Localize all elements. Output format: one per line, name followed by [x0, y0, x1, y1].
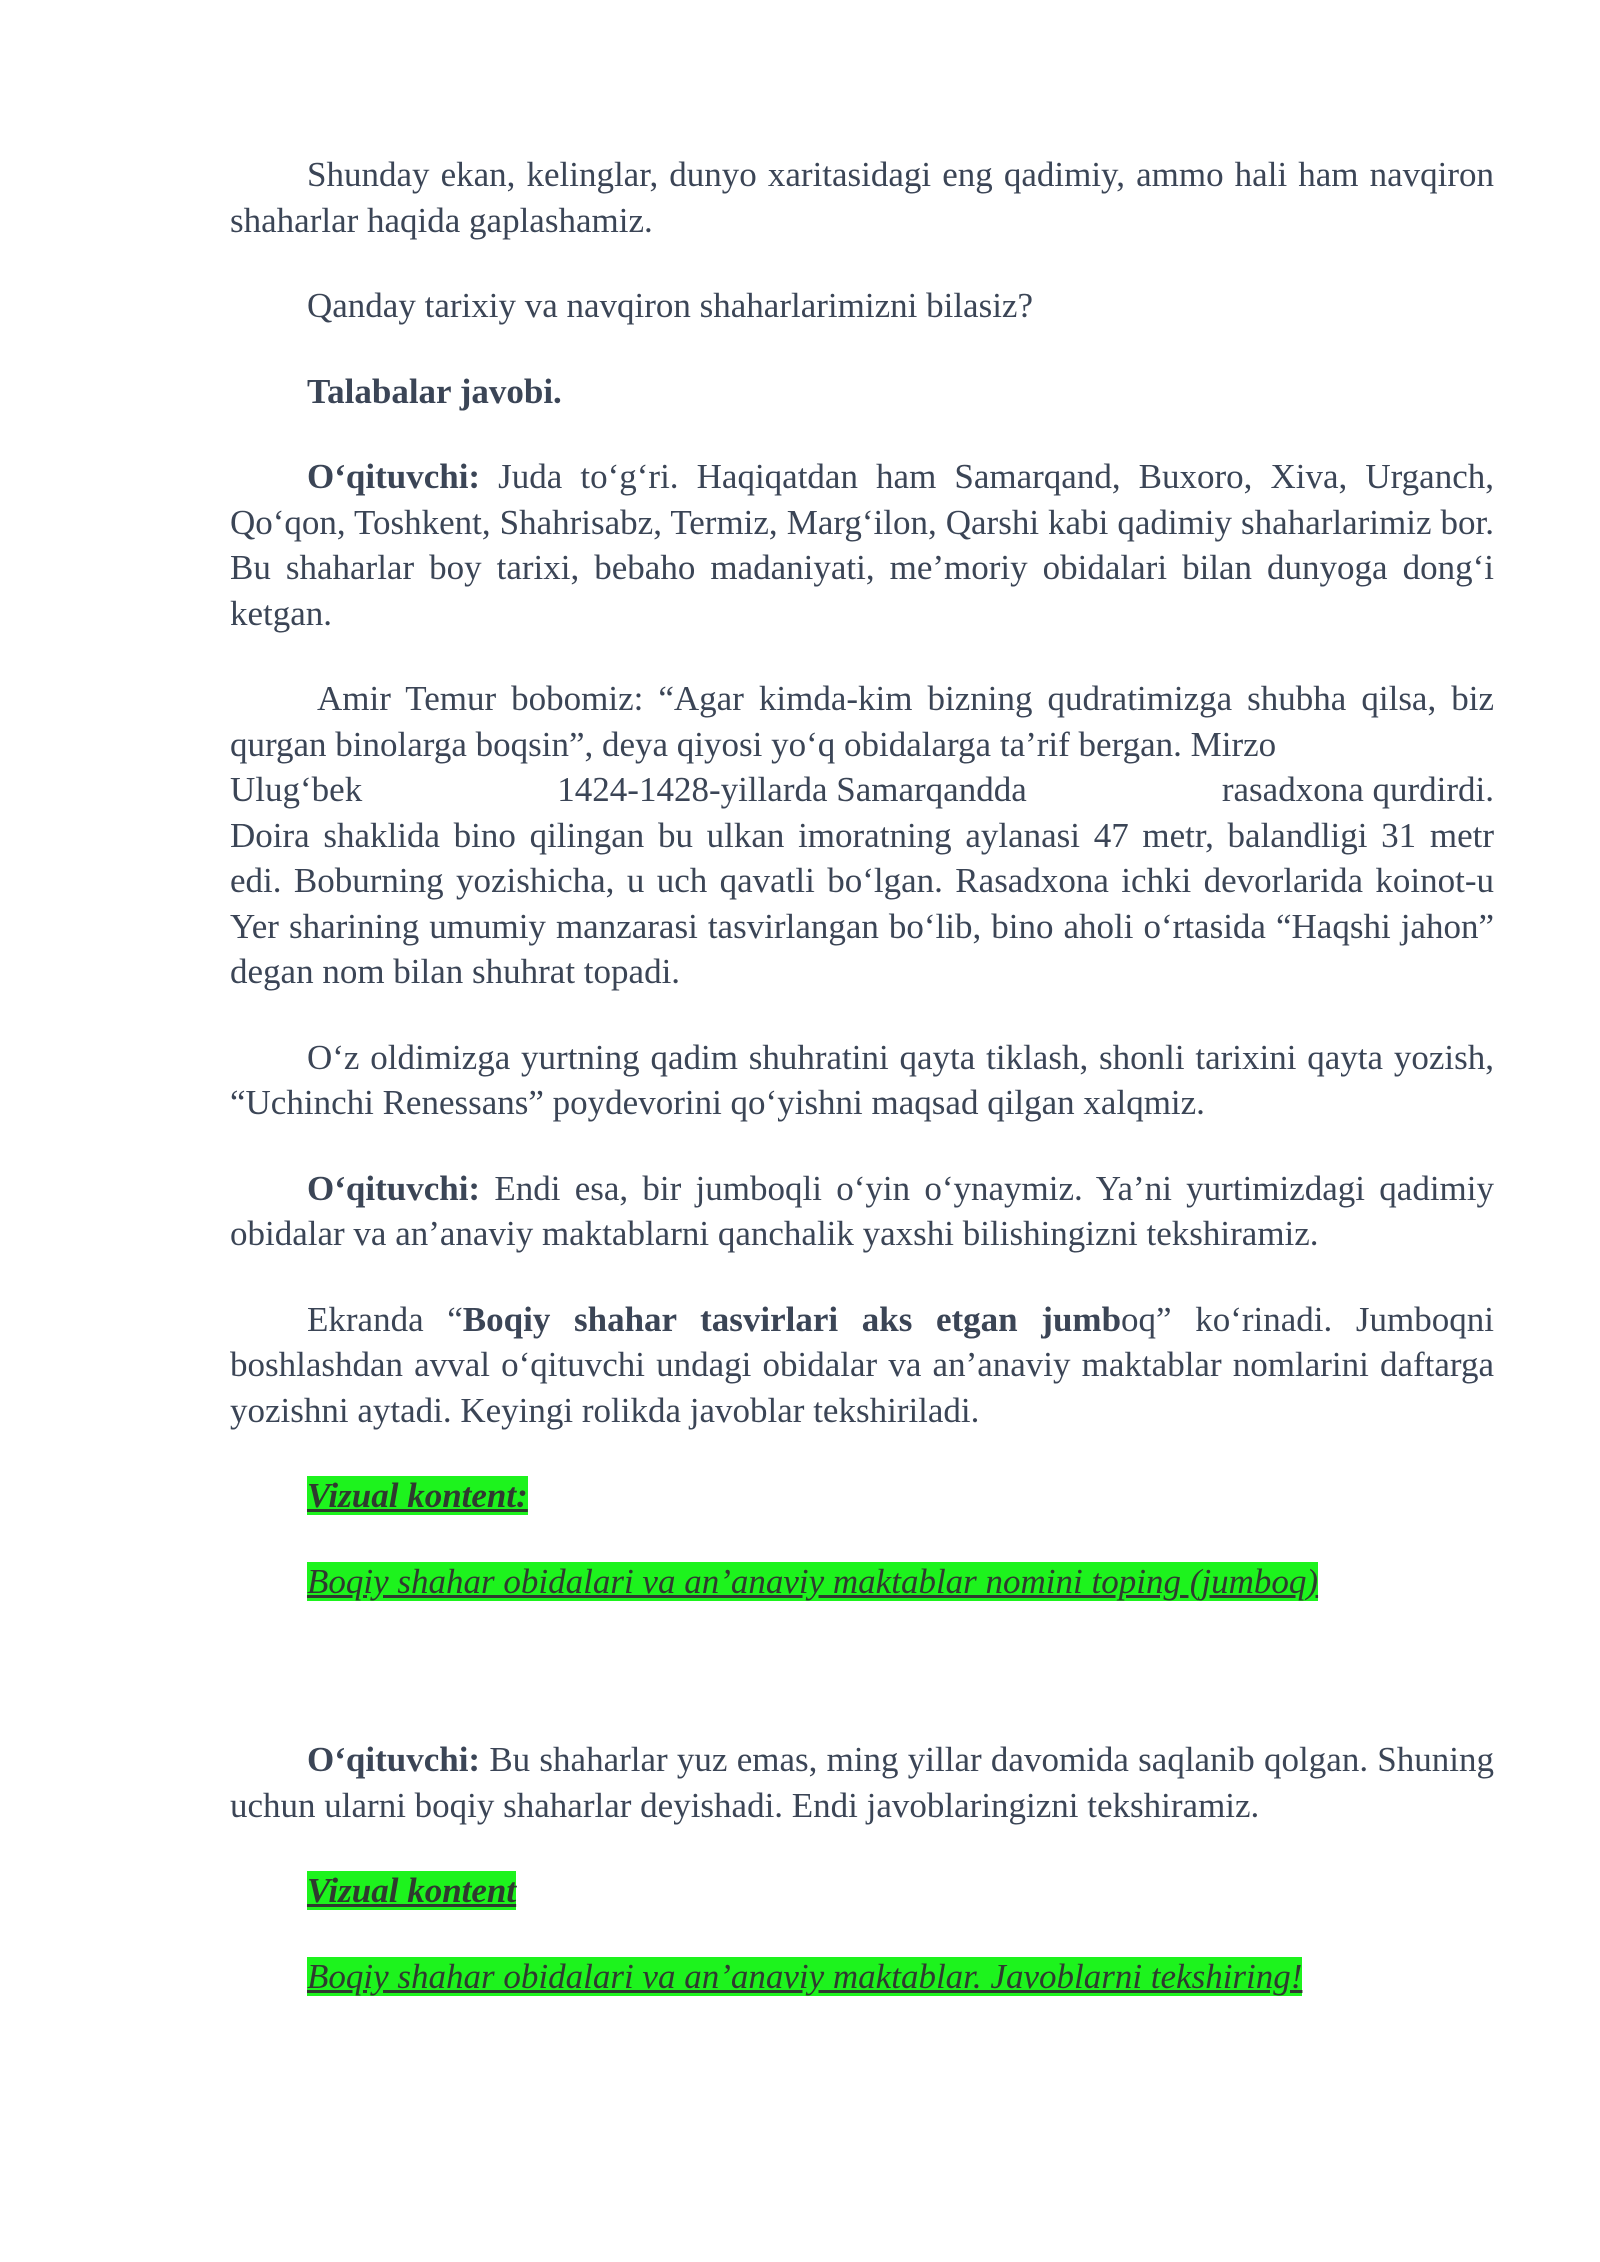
puzzle-text-pre: Ekranda “ — [307, 1299, 463, 1339]
ulugbek-line — [230, 767, 1494, 813]
visual-content-2-title — [230, 1868, 1494, 1914]
paragraph-puzzle — [230, 1297, 1494, 1434]
speaker-label: O‘qituvchi: — [307, 457, 481, 496]
teacher-3-text: Bu shaharlar yuz emas, ming yillar davomida saqlanib qolgan. Shuning uchun ularni boqiy shaharlar deyishadi. Endi javoblaringizni tekshiramiz. — [230, 1740, 1494, 1825]
paragraph-question: Qanday tarixiy va navqiron shaharlarimizni bilasiz? — [307, 286, 1033, 325]
document-body — [230, 152, 1494, 1999]
visual-content-1-text — [230, 1559, 1494, 1605]
puzzle-text-post: oq” ko‘rinadi. Jumboqni boshlashdan avval o‘qituvchi undagi obidalar va an’anaviy maktablar nomlarini daftarga yozishni aytadi. Keyingi rolikda javoblar tekshiriladi. — [230, 1299, 1494, 1430]
visual-content-2-text — [230, 1954, 1494, 2000]
teacher-1-text: Juda to‘g‘ri. Haqiqatdan ham Samarqand, Buxoro, Xiva, Urganch, Qo‘qon, Toshkent, Shahrisabz, Termiz, Marg‘ilon, Qarshi kabi qadimiy shaharlarimiz bor. Bu shaharlar boy tarixi, bebaho madaniyati, me’moriy obidalari bilan dunyoga dong‘i ketgan. — [230, 457, 1494, 633]
ulugbek-name: Ulug‘bek — [230, 770, 363, 809]
amir-temur-text-1: Amir Temur bobomiz: “Agar kimda-kim bizning qudratimizga shubha qilsa, biz qurgan binolarga boqsin”, deya qiyosi yo‘q obidalarga ta’rif bergan. Mirzo — [230, 679, 1494, 764]
highlight-visual-title: Vizual kontent: — [307, 1476, 528, 1515]
speaker-label: O‘qituvchi: — [307, 1168, 481, 1208]
paragraph-teacher-3 — [230, 1737, 1494, 1828]
highlight-visual-text: Boqiy shahar obidalari va an’anaviy maktablar nomini toping (jumboq) — [307, 1561, 1319, 1601]
students-answer-label: Talabalar javobi. — [307, 371, 562, 411]
paragraph-teacher-1 — [230, 454, 1494, 636]
visual-content-1-title — [230, 1473, 1494, 1519]
puzzle-title-bold: Boqiy shahar tasvirlari aks etgan jumb — [462, 1299, 1122, 1339]
paragraph-amir-temur — [230, 676, 1494, 995]
teacher-2-text: Endi esa, bir jumboqli o‘yin o‘ynaymiz. Ya’ni yurtimizdagi qadimiy obidalar va an’anaviy maktablarni qanchalik yaxshi bilishingizni tekshiramiz. — [230, 1168, 1494, 1253]
ulugbek-years: 1424-1428-yillarda Samarqandda — [557, 770, 1027, 809]
paragraph-renaissance: O‘z oldimizga yurtning qadim shuhratini qayta tiklash, shonli tarixini qayta yozish, “Uchinchi Renessans” poydevorini qo‘yishni maqsad qilgan xalqmiz. — [230, 1037, 1494, 1122]
speaker-label: O‘qituvchi: — [307, 1740, 481, 1779]
highlight-visual-title: Vizual kontent — [307, 1871, 517, 1910]
paragraph-intro: Shunday ekan, kelinglar, dunyo xaritasidagi eng qadimiy, ammo hali ham navqiron shaharlar haqida gaplashamiz. — [230, 155, 1494, 240]
paragraph-students-answer — [230, 369, 1494, 415]
amir-temur-text-2: Doira shaklida bino qilingan bu ulkan imoratning aylanasi 47 metr, balandligi 31 metr edi. Boburning yozishicha, u uch qavatli bo‘lgan. Rasadxona ichki devorlarida koinot-u Yer sharining umumiy manzarasi tasvirlangan bo‘lib, bino aholi o‘rtasida “Haqshi jahon” degan nom bilan shuhrat topadi. — [230, 815, 1494, 991]
highlight-visual-text: Boqiy shahar obidalari va an’anaviy maktablar. Javoblarni tekshiring! — [307, 1956, 1303, 1996]
paragraph-teacher-2 — [230, 1166, 1494, 1257]
ulugbek-observatory: rasadxona qurdirdi. — [1221, 770, 1494, 809]
